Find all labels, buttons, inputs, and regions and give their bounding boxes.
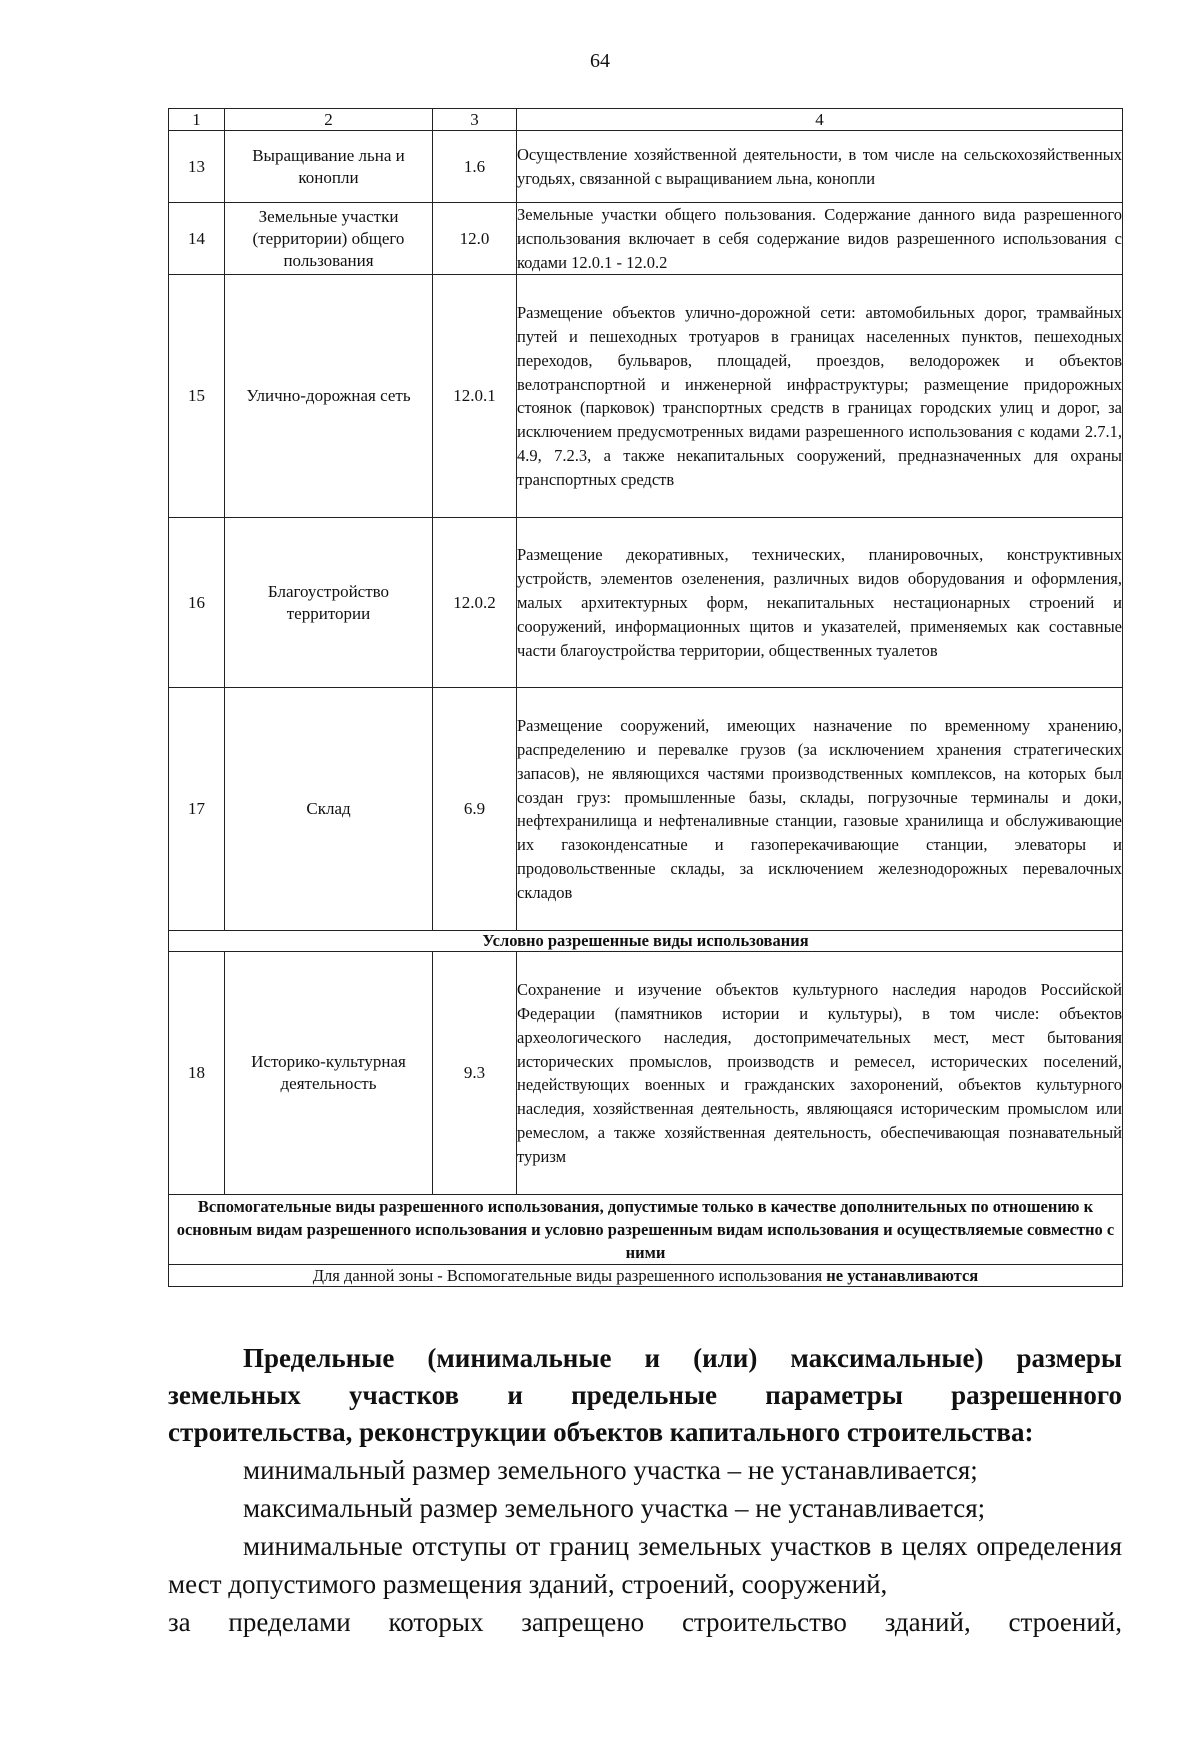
use-type-code: 12.0.2 bbox=[433, 518, 517, 688]
table-row bbox=[169, 203, 1123, 275]
use-type-description: Размещение объектов улично-дорожной сети: автомобильных дорог, трамвайных путей и пешеходных тротуаров в границах населенных пунктов, пешеходных переходов, бульваров, площадей, проездов, велодорожек и объектов велотранспортной и инженерной инфраструктуры; размещение придорожных стоянок (парковок) транспортных средств в границах городских улиц и дорог, за исключением предусмотренных видами разрешенного использования с кодами 2.7.1, 4.9, 7.2.3, а также некапитальных сооружений, предназначенных для охраны транспортных средств bbox=[517, 275, 1123, 518]
setbacks-continuation: за пределами которых запрещено строительство зданий, строений, bbox=[168, 1607, 1122, 1637]
use-type-name: Выращивание льна и конопли bbox=[225, 131, 433, 203]
max-size-paragraph: максимальный размер земельного участка – не устанавливается; bbox=[243, 1493, 986, 1523]
use-type-code: 6.9 bbox=[433, 688, 517, 931]
use-type-description: Размещение сооружений, имеющих назначение по временному хранению, распределению и перевалке грузов (за исключением хранения стратегических запасов), не являющихся частями производственных комплексов, на которых был создан груз: промышленные базы, склады, погрузочные терминалы и доки, нефтехранилища и нефтеналивные станции, газовые хранилища и обслуживающие их газоконденсатные и газоперекачивающие станции, элеваторы и продовольственные склады, за исключением железнодорожных перевалочных складов bbox=[517, 688, 1123, 931]
row-number: 13 bbox=[169, 131, 225, 203]
parameters-heading-line-b: строительства, реконструкции объектов капитального строительства: bbox=[168, 1417, 1034, 1447]
table-row bbox=[169, 688, 1123, 931]
use-type-description: Размещение декоративных, технических, планировочных, конструктивных устройств, элементов озеленения, различных видов оборудования и оформления, малых архитектурных форм, некапитальных нестационарных строений и сооружений, информационных щитов и указателей, применяемых как составные части благоустройства территории, общественных туалетов bbox=[517, 518, 1123, 688]
parameters-heading bbox=[168, 1340, 1122, 1451]
table-header-row bbox=[169, 109, 1123, 131]
table-row bbox=[169, 131, 1123, 203]
table-row bbox=[169, 518, 1123, 688]
use-type-name: Улично-дорожная сеть bbox=[225, 275, 433, 518]
use-type-name: Земельные участки (территории) общего пользования bbox=[225, 203, 433, 275]
setbacks-paragraph: минимальные отступы от границ земельных участков в целях определения мест допустимого размещения зданий, строений, сооружений, bbox=[168, 1531, 1122, 1599]
row-number: 17 bbox=[169, 688, 225, 931]
row-number: 16 bbox=[169, 518, 225, 688]
header-col-1: 1 bbox=[169, 109, 225, 131]
zone-note-text: Для данной зоны - Вспомогательные виды разрешенного использования bbox=[312, 1265, 827, 1285]
use-type-code: 12.0.1 bbox=[433, 275, 517, 518]
header-col-2: 2 bbox=[225, 109, 433, 131]
use-type-description: Земельные участки общего пользования. Содержание данного вида разрешенного использования включает в себя содержание видов разрешенного использования с кодами 12.0.1 - 12.0.2 bbox=[517, 203, 1123, 275]
parameters-heading-line-a: Предельные (минимальные и (или) максимальные) размеры земельных участков и предельные параметры разрешенного bbox=[168, 1343, 1122, 1410]
use-type-name: Склад bbox=[225, 688, 433, 931]
section-row bbox=[169, 1195, 1123, 1265]
row-number: 18 bbox=[169, 952, 225, 1195]
min-size-paragraph: минимальный размер земельного участка – не устанавливается; bbox=[243, 1455, 978, 1485]
use-type-code: 9.3 bbox=[433, 952, 517, 1195]
use-type-name: Историко-культурная деятельность bbox=[225, 952, 433, 1195]
conditional-uses-heading: Условно разрешенные виды использования bbox=[169, 931, 1123, 952]
zone-note-emphasis: не устанавливаются bbox=[826, 1265, 979, 1285]
use-type-description: Сохранение и изучение объектов культурного наследия народов Российской Федерации (памятников истории и культуры), в том числе: объектов археологического наследия, достопримечательных мест, мест бытования исторических промыслов, производств и ремесел, исторических поселений, недействующих военных и гражданских захоронений, объектов культурного наследия, хозяйственная деятельность, являющаяся историческим промыслом или ремеслом, а также хозяйственная деятельность, обеспечивающая познавательный туризм bbox=[517, 952, 1123, 1195]
zone-note bbox=[169, 1265, 1123, 1287]
use-type-description: Осуществление хозяйственной деятельности, в том числе на сельскохозяйственных угодьях, связанной с выращиванием льна, конопли bbox=[517, 131, 1123, 203]
land-use-table bbox=[168, 108, 1123, 1287]
section-row bbox=[169, 931, 1123, 952]
table-row bbox=[169, 275, 1123, 518]
header-col-3: 3 bbox=[433, 109, 517, 131]
parameters-section bbox=[168, 1340, 1122, 1641]
use-type-code: 1.6 bbox=[433, 131, 517, 203]
table-row bbox=[169, 952, 1123, 1195]
note-row bbox=[169, 1265, 1123, 1287]
row-number: 14 bbox=[169, 203, 225, 275]
use-type-name: Благоустройство территории bbox=[225, 518, 433, 688]
auxiliary-uses-heading: Вспомогательные виды разрешенного использования, допустимые только в качестве дополнительных по отношению к основным видам разрешенного использования и условно разрешенным видам использования и осуществляемые совместно с ними bbox=[169, 1195, 1123, 1265]
page-number: 64 bbox=[590, 50, 610, 72]
header-col-4: 4 bbox=[517, 109, 1123, 131]
use-type-code: 12.0 bbox=[433, 203, 517, 275]
row-number: 15 bbox=[169, 275, 225, 518]
